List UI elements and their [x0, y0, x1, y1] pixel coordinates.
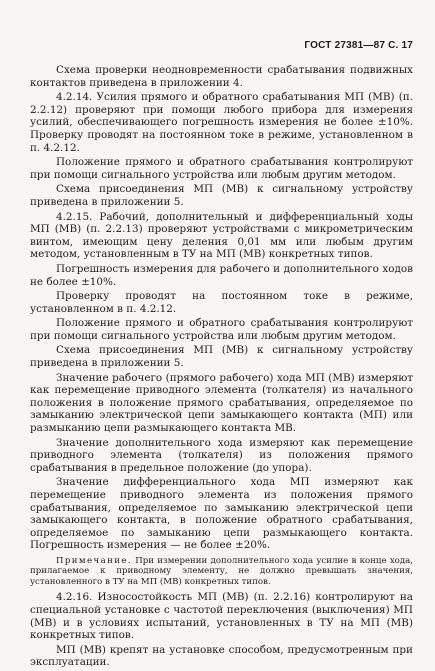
- note-text: При измерении дополнительного хода усилие в конце хода, прилагаемое к приводному элементу, не должно превышать значения, установленного в ТУ на МП (МВ) конкретных типов.: [30, 555, 413, 587]
- paragraph: Значение рабочего (прямого рабочего) хода МП (МВ) измеряют как перемещение приводного элемента (толкателя) из начального положения в положение прямого срабатывания, определяемое по замыканию электрической цепи замыкающего контакта (МП) или размыканию цепи размыкающего контакта МВ.: [30, 371, 413, 435]
- paragraph: Положение прямого и обратного срабатывания контролируют при помощи сигнального устройства или любым другим методом.: [30, 317, 413, 342]
- note: [30, 556, 413, 588]
- paragraph: Погрешность измерения для рабочего и дополнительного ходов не более ±10%.: [30, 262, 413, 288]
- paragraph: 4.2.14. Усилия прямого и обратного срабатывания МП (МВ) (п. 2.2.12) проверяют при помощи любого прибора для измерения усилий, обеспечивающего погрешность измерения не более ±10%. Проверку проводят на постоянном токе в режиме, установленном в п. 4.2.12.: [30, 91, 413, 154]
- paragraph: 4.2.15. Рабочий, дополнительный и дифференциальный ходы МП (МВ) (п. 2.2.13) проверяют устройствами с микрометрическим винтом, имеющим цену деления 0,01 мм или любым другим методом, установленным в ТУ на МП (МВ) конкретных типов.: [30, 210, 413, 261]
- paragraph: Схема проверки неодновременности срабатывания подвижных контактов приведена в приложении 4.: [30, 64, 413, 89]
- paragraph: Схема присоединения МП (МВ) к сигнальному устройству приведена в приложении 5.: [30, 183, 413, 208]
- paragraph: Значение дополнительного хода измеряют как перемещение приводного элемента (толкателя) из положения прямого срабатывания в предельное положение (до упора).: [30, 436, 413, 474]
- note-label: Примечание.: [56, 555, 132, 566]
- paragraph: Проверку проводят на постоянном токе в режиме, установленном в п. 4.2.12.: [30, 290, 413, 315]
- paragraph: Схема присоединения МП (МВ) к сигнальному устройству приведена в приложении 5.: [30, 344, 413, 370]
- paragraph: МП (МВ) крепят на установке способом, предусмотренным при эксплуатации.: [30, 643, 413, 669]
- paragraph: Значение дифференциального хода МП измеряют как перемещение приводного элемента из положения прямого срабатывания, определяемое по замыканию электрической цепи замыкающего контакта, в положение обратного срабатывания, определяемое по замыканию цепи размыкающего контакта. Погрешность измерения — не более ±20%.: [30, 476, 413, 552]
- document-body: [30, 64, 413, 671]
- paragraph: Положение прямого и обратного срабатывания контролируют при помощи сигнального устройства или любым другим методом.: [30, 156, 413, 181]
- paragraph: 4.2.16. Износостойкость МП (МВ) (п. 2.2.16) контролируют на специальной установке с частотой переключения (выключения) МП (МВ) и в условиях испытаний, установленных в ТУ на МП (МВ) конкретных типов.: [30, 591, 413, 642]
- page-header: ГОСТ 27381—87 С. 17: [304, 40, 413, 51]
